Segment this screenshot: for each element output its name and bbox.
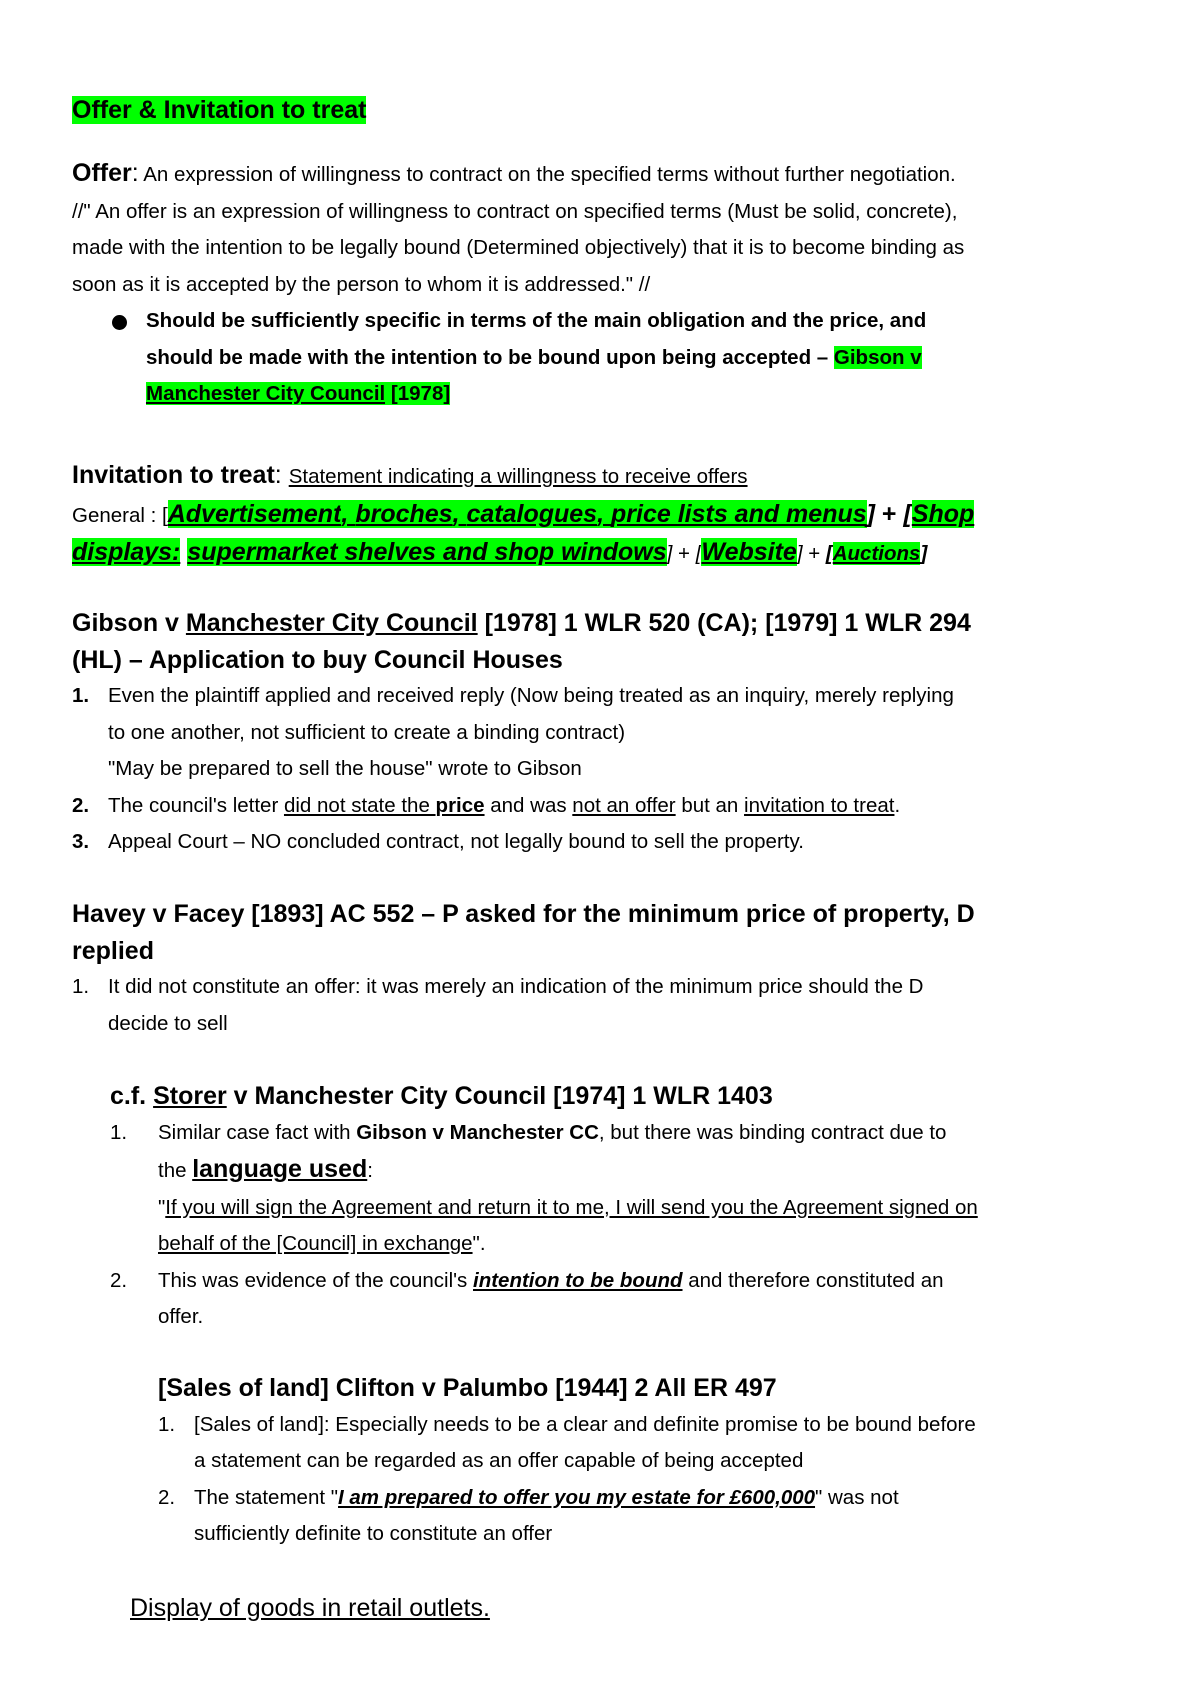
itt-definition: Statement indicating a willingness to receive offers (288, 465, 748, 488)
display-heading: Display of goods in retail outlets. (130, 1594, 490, 1622)
bullet-dot-icon (112, 315, 127, 330)
item-catalogues: catalogues (466, 499, 598, 528)
storer-item-1: 1. Similar case fact with Gibson v Manchester CC, but there was binding contract due to the language used: "If you will sign the Agreement and return it to me, I will send you the Agreement signed on behalf of the [Council] in exchange". (110, 1120, 978, 1255)
item-price-lists: price lists and menus (611, 499, 867, 528)
storer-item-2: 2. This was evidence of the council's intention to be bound and therefore constituted an offer. (110, 1268, 944, 1328)
itt-label: Invitation to treat (72, 461, 275, 489)
item-advertisement: Advertisement (167, 499, 342, 528)
document-title-block (72, 92, 1142, 129)
gibson-item-1: 1. Even the plaintiff applied and received reply (Now being treated as an inquiry, merely replying to one another, not sufficient to create a binding contract) "May be prepared to sell the house" wrote to Gibson (72, 684, 954, 780)
gibson-heading-2: (HL) – Application to buy Council Houses (72, 645, 563, 674)
storer-name: Storer (153, 1082, 227, 1110)
havey-section (72, 896, 1142, 1042)
storer-section: c.f. Storer v Manchester City Council [1974] 1 WLR 1403 1. Similar case fact with Gibson v Manchester CC, but there was binding contract due to the language used: "If you will sign the Agreement and return it to me, I will send you the Agreement signed on behalf of the [Council] in exchange". 2. This was evidence of the council's intention to be bound and therefore constituted an offer. (110, 1078, 1142, 1336)
bullet-line-1: Should be sufficiently specific in terms of the main obligation and the price, and (146, 309, 927, 332)
display-section (130, 1590, 1030, 1627)
general-label: General : (72, 503, 163, 527)
clifton-heading: [Sales of land] Clifton v Palumbo [1944] 2 All ER 497 (158, 1374, 777, 1402)
havey-item-1: 1. It did not constitute an offer: it was merely an indication of the minimum price should the D decide to sell (72, 975, 924, 1035)
havey-heading-2: replied (72, 936, 154, 965)
item-website: Website (701, 538, 797, 566)
gibson-item-3: 3. Appeal Court – NO concluded contract, not legally bound to sell the property. (72, 830, 804, 853)
item-auctions: Auctions (832, 542, 921, 565)
clifton-item-2: 2. The statement "I am prepared to offer you my estate for £600,000" was not sufficiently definite to constitute an offer (158, 1485, 899, 1545)
offer-bullet (72, 303, 1142, 413)
havey-heading-1: Havey v Facey [1893] AC 552 – P asked for the minimum price of property, D (72, 900, 975, 928)
item-shelves: supermarket shelves and shop windows (187, 538, 667, 566)
gibson-section: Gibson v Manchester City Council [1978] 1 WLR 520 (CA); [1979] 1 WLR 294 (HL) – Application to buy Council Houses 1. Even the plaintiff applied and received reply (Now being treated as an inquiry, merely replying to one another, not sufficient to create a binding contract) "May be prepared to sell the house" wrote to Gibson 2. The council's letter did not state the price and was not an offer but an invitation to treat. 3. Appeal Court – NO concluded contract, not legally bound to sell the property. (72, 605, 1142, 861)
offer-label: Offer (72, 159, 132, 187)
case-ref-gibson-a: Gibson v (833, 345, 922, 369)
item-displays: displays: (72, 538, 181, 566)
item-shop: Shop (911, 499, 975, 528)
case-ref-gibson-c: [1978] (385, 382, 451, 405)
clifton-section (158, 1370, 1148, 1553)
gibson-item-2: 2. The council's letter did not state the price and was not an offer but an invitation to treat. (72, 793, 901, 817)
offer-text-2: //" An offer is an expression of willingness to contract on specified terms (Must be solid, concrete), (72, 199, 958, 223)
offer-section: Offer: An expression of willingness to contract on the specified terms without further negotiation. //" An offer is an expression of willingness to contract on specified terms (Must be solid, concrete), made with the intention to be legally bound (Determined objectively) that it is to become binding as soon as it is accepted by the person to whom it is addressed." // Should be sufficiently specific in terms of the main obligation and the price, and should be made with the intention to be bound upon being accepted – Gibson v Manchester City Council [1978] (72, 155, 1142, 413)
gibson-council-link: Manchester City Council (185, 609, 478, 637)
clifton-item-1: 1. [Sales of land]: Especially needs to be a clear and definite promise to be bound before a statement can be regarded as an offer capable of being accepted (158, 1412, 976, 1472)
offer-text-1: An expression of willingness to contract on the specified terms without further negotiation. (138, 163, 956, 186)
bullet-line-2: should be made with the intention to be bound upon being accepted – (146, 345, 834, 369)
page-title: Offer & Invitation to treat (72, 96, 367, 124)
itt-section: Invitation to treat: Statement indicating a willingness to receive offers General : [Advertisement, broches, catalogues, price lists and menus] + [Shop displays: supermarket shelves and shop windows] + [Website] + [Auctions] (72, 461, 975, 566)
item-broches: broches (355, 499, 453, 528)
case-ref-gibson-b: Manchester City Council (146, 382, 386, 405)
offer-text-3: made with the intention to be legally bound (Determined objectively) that it is to become binding as (72, 236, 965, 259)
offer-text-4: soon as it is accepted by the person to whom it is addressed." // (72, 272, 651, 296)
